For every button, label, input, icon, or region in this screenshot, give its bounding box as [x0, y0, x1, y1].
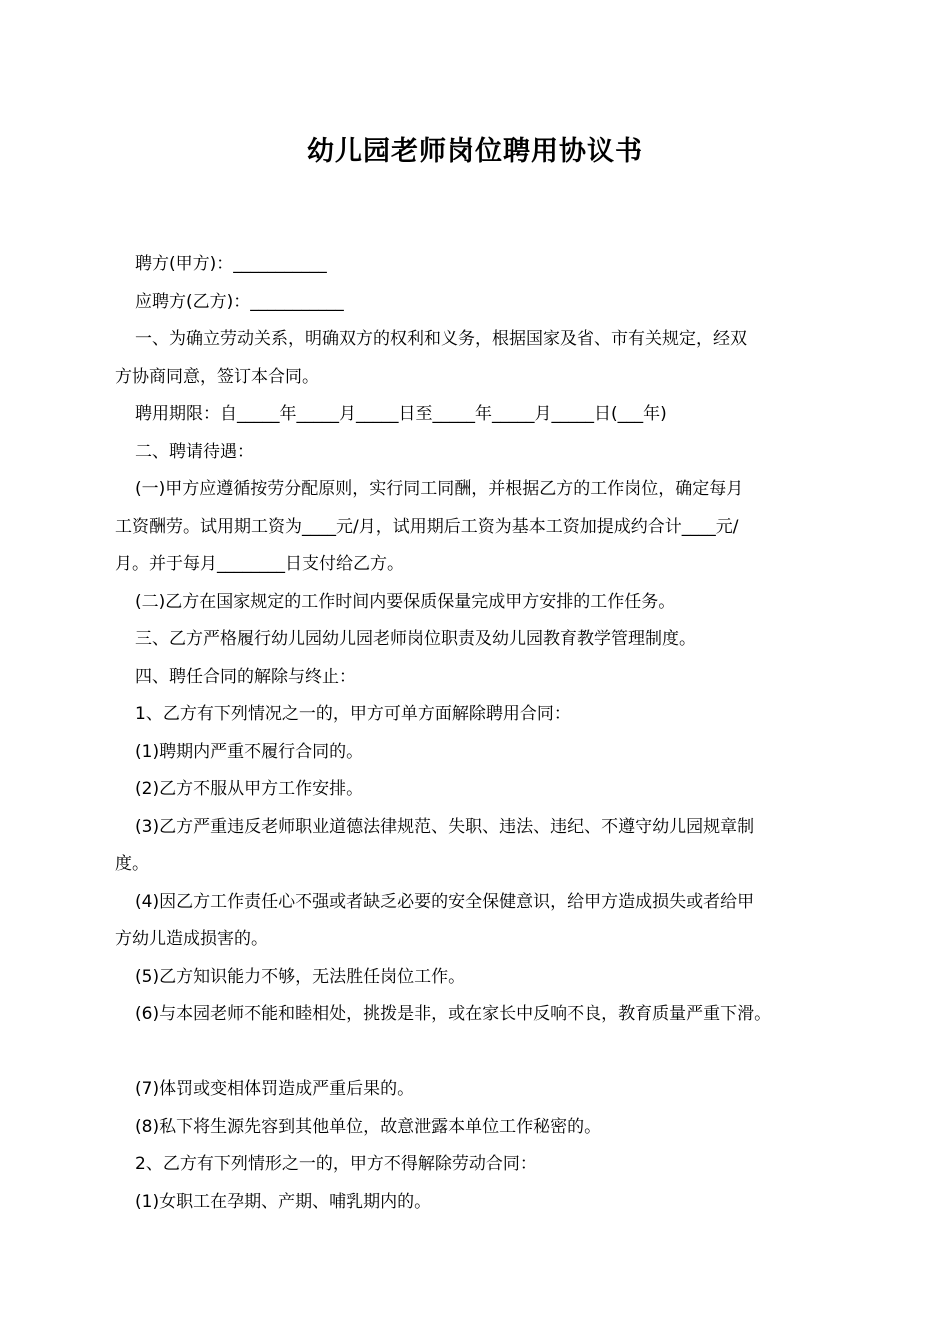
clause-4-1-item-8: (8)私下将生源先容到其他单位，故意泄露本单位工作秘密的。 [135, 1116, 602, 1137]
clause-2-heading: 二、聘请待遇： [135, 441, 254, 462]
clause-4-1-item-4-line-1: (4)因乙方工作责任心不强或者缺乏必要的安全保健意识，给甲方造成损失或者给甲 [135, 891, 755, 912]
clause-2-1-line-3: 月。并于每月________日支付给乙方。 [115, 554, 404, 574]
clause-3-line: 三、乙方严格履行幼儿园幼儿园老师岗位职责及幼儿园教育教学管理制度。 [135, 629, 696, 649]
document-body [115, 246, 855, 1221]
clause-4-1-item-4-line-2: 方幼儿造成损害的。 [115, 929, 268, 949]
clause-4-1-item-1: (1)聘期内严重不履行合同的。 [135, 741, 364, 762]
clause-4-1-item-5: (5)乙方知识能力不够，无法胜任岗位工作。 [135, 966, 466, 987]
clause-4-1-item-2: (2)乙方不服从甲方工作安排。 [135, 779, 364, 799]
paragraph-gap [115, 1034, 855, 1072]
employer-line: 聘方(甲方)：___________ [135, 254, 327, 274]
clause-4-1-item-6: (6)与本园老师不能和睦相处，挑拨是非，或在家长中反响不良，教育质量严重下滑。 [135, 1004, 772, 1024]
document-title: 幼儿园老师岗位聘用协议书 [307, 136, 643, 167]
clause-4-2-heading: 2、乙方有下列情形之一的，甲方不得解除劳动合同： [135, 1154, 537, 1174]
clause-4-1-item-7: (7)体罚或变相体罚造成严重后果的。 [135, 1079, 415, 1099]
clause-2-1-line-2: 工资酬劳。试用期工资为____元/月，试用期后工资为基本工资加提成约合计____元/ [115, 516, 739, 537]
clause-4-2-item-1: (1)女职工在孕期、产期、哺乳期内的。 [135, 1191, 432, 1212]
employee-line: 应聘方(乙方)：___________ [135, 291, 344, 312]
clause-2-1-line-1: (一)甲方应遵循按劳分配原则，实行同工同酬，并根据乙方的工作岗位，确定每月 [135, 479, 744, 499]
clause-1-line-1: 一、为确立劳动关系，明确双方的权利和义务，根据国家及省、市有关规定，经双 [135, 329, 747, 349]
clause-1-line-2: 方协商同意，签订本合同。 [115, 366, 319, 387]
clause-4-1-item-3-line-2: 度。 [115, 854, 149, 874]
term-line: 聘用期限：自_____年_____月_____日至_____年_____月_____日(___年) [135, 404, 667, 424]
clause-4-heading: 四、聘任合同的解除与终止： [135, 666, 356, 687]
clause-4-1-heading: 1、乙方有下列情况之一的，甲方可单方面解除聘用合同： [135, 704, 571, 724]
clause-2-2-line: (二)乙方在国家规定的工作时间内要保质保量完成甲方安排的工作任务。 [135, 591, 676, 612]
clause-4-1-item-3-line-1: (3)乙方严重违反老师职业道德法律规范、失职、违法、违纪、不遵守幼儿园规章制 [135, 816, 755, 837]
